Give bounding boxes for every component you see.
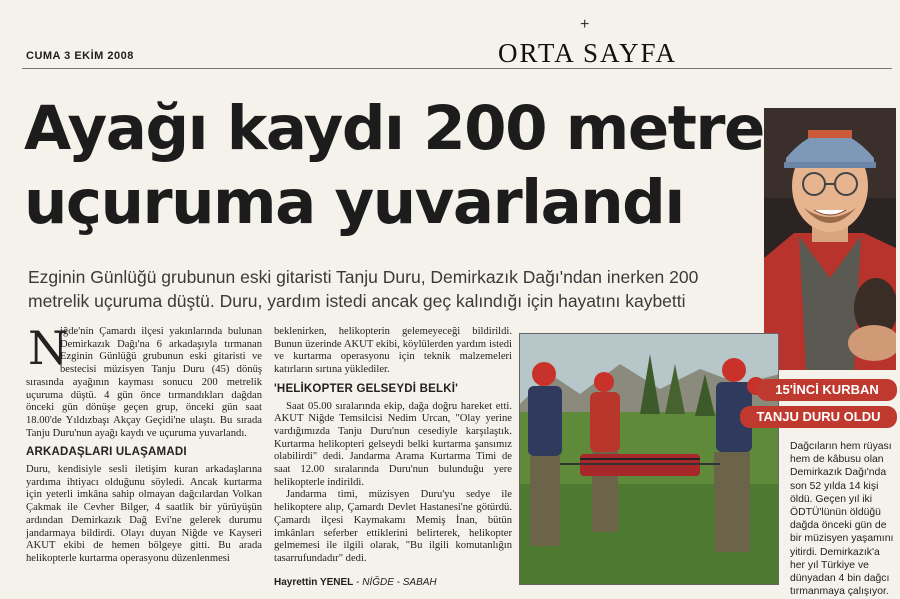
article-paragraph: Jandarma timi, müzisyen Duru'yu sedye ile helikoptere alıp, Çamardı Devlet Hastanesi'ne götürdü. Çamardı ilçesi Kaymakamı Memiş İnan, bütün imkânları seferber ettiklerini belirterek, helikopter gelmemesi ile ilgili olarak, "Bu ilgili komutanlığın tasarrufundadır" dedi. (274, 489, 512, 564)
article-paragraph: Saat 05.00 sıralarında ekip, dağa doğru hareket etti. AKUT Niğde Temsilcisi Nedim Urcan, "Olay yerine vardığımızda Tanju Duru'nun cesediyle karşılaştık. Kurtarma helikopteri gelseydi belki kurtarma şansımız olabilirdi" dedi. Jandarma Arama Kurtarma Timi de saat 12.00 sıralarında Duru'nun bulunduğu yere helikopterle indirildi. (274, 400, 512, 488)
caption-tag-2: TANJU DURU OLDU (740, 406, 897, 428)
rescue-team-photo (519, 333, 779, 585)
subheading: 'HELİKOPTER GELSEYDİ BELKİ' (274, 382, 459, 395)
registration-mark: + (580, 16, 590, 33)
subheading: ARKADAŞLARI ULAŞAMADI (26, 446, 187, 459)
headline-line-2: uçuruma yuvarlandı (24, 167, 684, 238)
article-column-2 (274, 326, 512, 566)
deck-subheadline: Ezginin Günlüğü grubunun eski gitaristi Tanju Duru, Demirkazık Dağı'ndan inerken 200 metrelik uçuruma düştü. Duru, yardım istedi ancak geç kalındığı için hayatını kaybetti (28, 267, 699, 311)
header-rule (22, 68, 892, 69)
section-title: ORTA SAYFA (498, 38, 678, 68)
byline (274, 577, 437, 588)
article-paragraph: Duru, kendisiyle sesli iletişim kuran arkadaşlarına yardıma ihtiyacı olduğunu söyledi. Ancak kurtarma için yeterli imkâna sahip olmayan dağcılardan Volkan Çakmak ile Cevher Bilger, 4 saatlik bir yürüyüşün ardından Demirkazık Dağ Evi'ne gelerek durumu jandarmaya bildirdi. Olayı duyan Niğde ve Kayseri AKUT ekibi de hemen bölgeye gitti. Bu arada helikopterle kurtarma operasyonu düzenlenmesi (26, 464, 262, 564)
issue-date: CUMA 3 EKİM 2008 (26, 50, 134, 62)
byline-separator: - (353, 577, 363, 588)
byline-author: Hayrettin YENEL (274, 577, 354, 588)
caption-tag-1: 15'İNCİ KURBAN (757, 379, 897, 401)
headline (24, 92, 764, 240)
article-column-1 (26, 321, 262, 566)
article-paragraph: iğde'nin Çamardı ilçesi yakınlarında bulunan Demirkazık Dağı'na 6 arkadaşıyla tırmanan Ezginin Günlüğü grubunun eski gitaristi ve bestecisi müzisyen Tanju Duru (45) dönüş sırasında ayağının kayması sonucu 200 metrelik uçuruma düştü. 4 gün önce tırmandıkları dağdan önceki gün dönüşe geçen grup, önceki gün saat 18.00'de Yıldızbaşı Akçay Geçidi'ne ulaştı. Bu sırada Tanju Duru'nun ayağı kaydı ve uçuruma yuvarlandı. (26, 326, 262, 439)
headline-line-1: Ayağı kaydı 200 metre (24, 93, 764, 164)
portrait-photo (764, 108, 896, 370)
article-paragraph: beklenirken, helikopterin gelemeyeceği bildirildi. Bunun üzerinde AKUT ekibi, köylülerden yardım istedi ve kurtarma operasyonu için teknik malzemeleri katırların sırtına yüklediler. (274, 326, 512, 376)
byline-source: NİĞDE - SABAH (362, 577, 437, 588)
drop-cap: N (28, 321, 69, 375)
sidebar-text: Dağcıların hem rüyası hem de kâbusu olan Demirkazık Dağı'nda son 52 yılda 14 kişi öldü. Geçen yıl iki ÖDTÜ'lünün öldüğü dağda önceki gün de bir müzisyen yaşamını yitirdi. Demirkazık'a her yıl Türkiye ve dünyadan 4 bin dağcı tırmanmaya çalışıyor. (790, 441, 894, 598)
